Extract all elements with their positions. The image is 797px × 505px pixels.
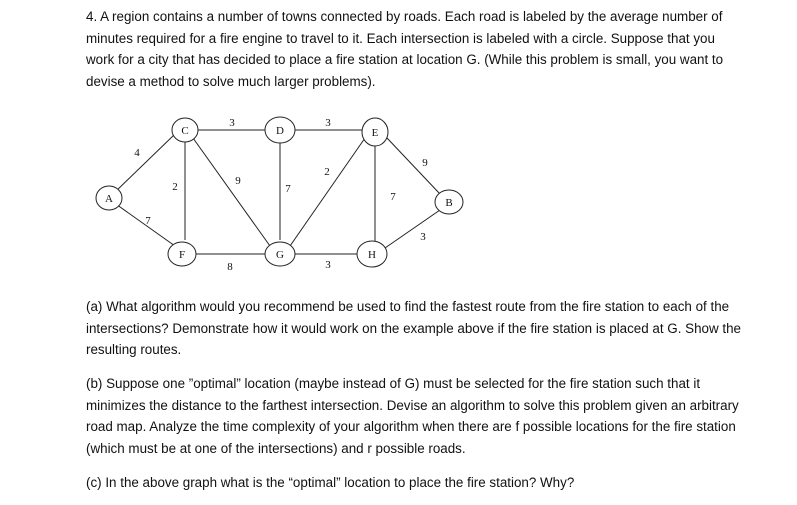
edge-c-g <box>193 138 270 246</box>
problem-intro: 4. A region contains a number of towns connected by roads. Each road is labeled by the average number of minutes required for a fire engine to travel to it. Each intersection is labeled with a circle. Suppose that you work for a city that has decided to place a fire station at location G. (While this problem is small, you want to devise a method to solve much larger problems). <box>86 9 724 89</box>
weight-d-e: 3 <box>325 117 331 129</box>
weight-g-h: 3 <box>325 259 331 271</box>
weight-a-f: 7 <box>145 215 151 227</box>
question-part-a: (a) What algorithm would you recommend be used to find the fastest route from the fire station to each of the intersections? Demonstrate how it would work on the example above if the fire station is placed at G. Show the resulting routes. <box>86 299 741 358</box>
node-label-h: H <box>368 249 376 261</box>
node-label-a: A <box>105 193 113 205</box>
edge-a-c <box>113 134 175 194</box>
weight-e-h: 7 <box>390 191 396 203</box>
weight-e-g: 2 <box>324 166 330 178</box>
node-label-b: B <box>445 197 453 209</box>
road-network-graph <box>95 110 475 275</box>
weight-a-c: 4 <box>134 147 140 159</box>
node-label-g: G <box>276 249 284 261</box>
edge-a-f <box>113 202 175 246</box>
weight-d-g: 7 <box>285 183 291 195</box>
weight-c-g: 9 <box>235 175 241 187</box>
weight-e-b: 9 <box>422 157 428 169</box>
weight-c-d: 3 <box>229 117 235 129</box>
weight-h-b: 3 <box>420 231 426 243</box>
weight-f-g: 8 <box>227 261 233 273</box>
question-part-b: (b) Suppose one ”optimal” location (maybe instead of G) must be selected for the fire station such that it minimizes the distance to the farthest intersection. Devise an algorithm to solve this problem given an arbitrary road map. Analyze the time complexity of your algorithm when there are f possible locations for the fire station (which must be at one of the intersections) and r possible roads. <box>86 376 739 456</box>
node-label-e: E <box>371 127 379 139</box>
weight-c-f: 2 <box>172 181 178 193</box>
edge-e-g <box>290 138 365 246</box>
node-label-d: D <box>276 125 284 137</box>
question-part-c: (c) In the above graph what is the “optimal” location to place the fire station? Why? <box>86 475 575 490</box>
edge-h-b <box>385 210 440 248</box>
node-label-f: F <box>178 249 186 261</box>
node-label-c: C <box>181 125 189 137</box>
edge-e-b <box>387 138 440 194</box>
